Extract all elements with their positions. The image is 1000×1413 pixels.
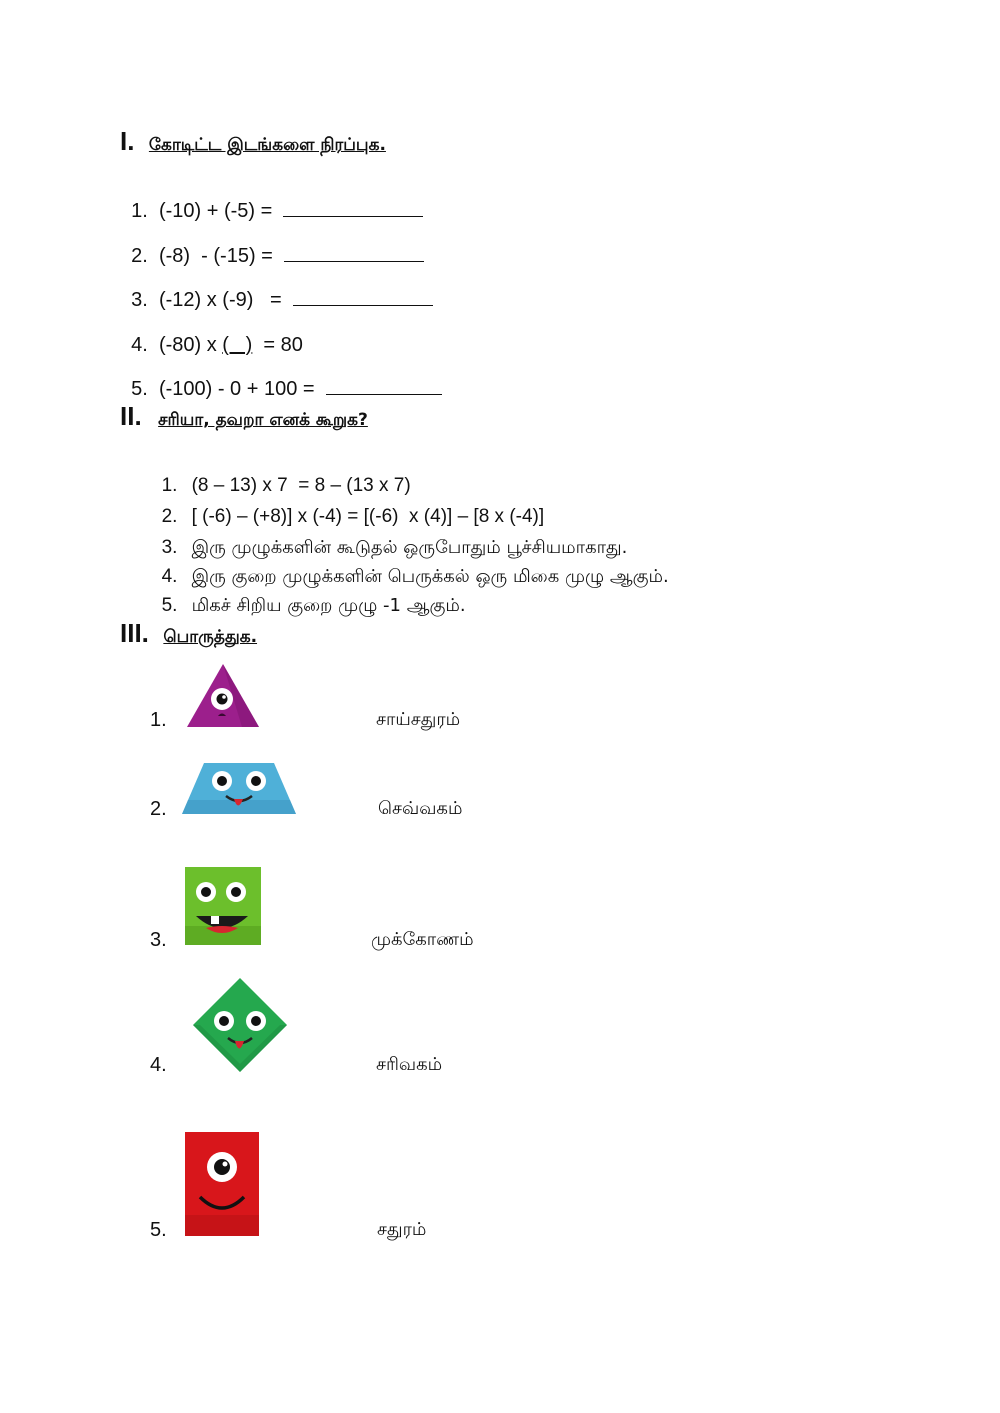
item-number: 4. — [131, 334, 148, 356]
true-false-item-5 — [151, 573, 466, 618]
red-rectangle-icon[interactable] — [184, 1131, 260, 1237]
item-expression: (-80) x — [158, 334, 223, 356]
section-3-heading — [120, 618, 257, 649]
section-3-title: பொருத்துக. — [163, 627, 258, 647]
item-statement: மிகச் சிறிய குறை முழு -1 ஆகும். — [191, 595, 466, 616]
item-statement: [ (-6) – (+8)] x (-4) = [(-6) x (4)] – [8 x (-4)] — [191, 506, 545, 527]
match-label-3[interactable]: முக்கோணம் — [371, 929, 474, 950]
match-label-5[interactable]: சதுரம் — [377, 1219, 427, 1240]
section-1-numeral: I. — [120, 126, 135, 156]
purple-triangle-icon[interactable] — [184, 662, 262, 730]
section-1-title: கோடிட்ட இடங்களை நிரப்புக. — [148, 135, 386, 155]
answer-paren[interactable]: ( ) — [222, 334, 253, 356]
item-statement: (8 – 13) x 7 = 8 – (13 x 7) — [191, 475, 411, 496]
item-number: 2. — [131, 245, 148, 267]
item-expression: (-8) - (-15) = — [158, 245, 273, 267]
item-number: 5. — [161, 595, 178, 616]
item-number: 1. — [131, 200, 148, 222]
fill-item-4 — [120, 311, 303, 357]
section-3-numeral: III. — [120, 618, 149, 648]
green-square-icon[interactable] — [184, 866, 262, 946]
item-number: 3. — [161, 537, 178, 558]
item-statement: இரு முழுக்களின் கூடுதல் ஒருபோதும் பூச்சியமாகாது. — [191, 537, 628, 558]
item-expression: (-100) - 0 + 100 = — [158, 378, 315, 400]
fill-item-2 — [120, 222, 424, 268]
section-2-title: சரியா, தவறா எனக் கூறுக? — [158, 410, 368, 430]
match-label-4[interactable]: சரிவகம் — [376, 1054, 443, 1075]
section-1-heading — [120, 126, 386, 157]
item-statement: இரு குறை முழுக்களின் பெருக்கல் ஒரு மிகை முழு ஆகும். — [191, 566, 669, 587]
item-number: 4. — [161, 566, 178, 587]
green-rhombus-icon[interactable] — [190, 976, 290, 1074]
item-expression: (-10) + (-5) = — [158, 200, 273, 222]
item-number: 3. — [131, 289, 148, 311]
item-expression-end: = 80 — [252, 334, 303, 356]
match-number-2: 2. — [150, 798, 167, 820]
match-label-2[interactable]: செவ்வகம் — [378, 798, 463, 819]
section-2-numeral: II. — [120, 401, 142, 431]
match-number-5: 5. — [150, 1219, 167, 1241]
match-number-1: 1. — [150, 709, 167, 731]
answer-blank[interactable] — [284, 245, 424, 262]
answer-blank[interactable] — [293, 289, 433, 306]
fill-item-1 — [120, 177, 423, 223]
match-label-1[interactable]: சாய்சதுரம் — [376, 709, 461, 730]
answer-blank[interactable] — [283, 200, 423, 217]
match-number-3: 3. — [150, 929, 167, 951]
item-number: 5. — [131, 378, 148, 400]
fill-item-5 — [120, 355, 442, 401]
blue-trapezium-icon[interactable] — [180, 760, 298, 816]
section-2-heading — [120, 401, 368, 432]
item-number: 1. — [161, 475, 178, 496]
fill-item-3 — [120, 266, 433, 312]
answer-blank[interactable] — [326, 378, 442, 395]
item-expression: (-12) x (-9) = — [158, 289, 282, 311]
match-number-4: 4. — [150, 1054, 167, 1076]
item-number: 2. — [161, 506, 178, 527]
